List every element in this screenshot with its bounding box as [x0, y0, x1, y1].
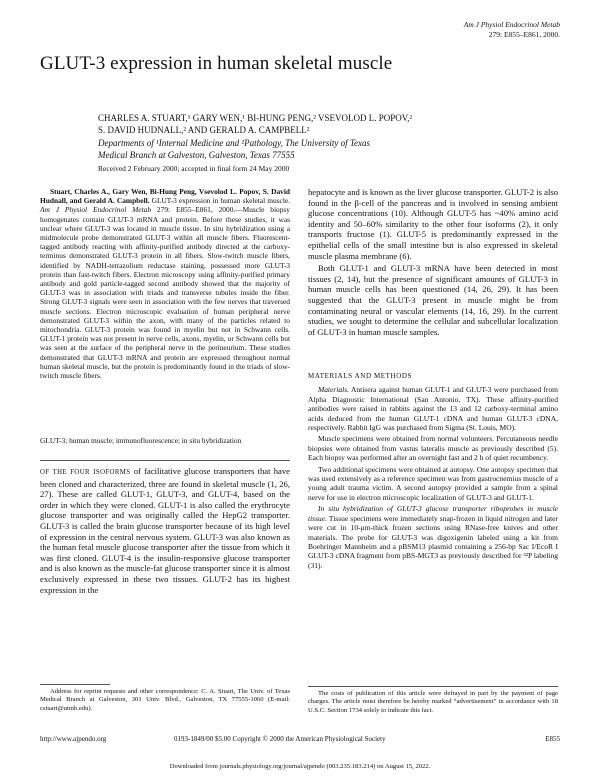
- correspondence-text: Address for reprint requests and other correspondence: C. A. Stuart, The Univ. of Texas Medical Branch at Galveston, 301 Univ. Blvd., Galveston, TX 77555-1060 (E-mail: cstuart@utmb.edu).: [40, 688, 290, 712]
- abstract-divider: [40, 460, 290, 461]
- intro-leadin: OF THE FOUR ISOFORMS: [40, 469, 131, 476]
- journal-citation: 279: E855–E861, 2000.: [488, 30, 560, 39]
- abstract: [40, 187, 290, 382]
- introduction: [40, 466, 290, 597]
- insitu-text: Tissue specimens were immediately snap-frozen in liquid nitrogen and later were cut in 10-μm-thick frozen sections using RNase-free knives and other materials. The probe for GLUT-3 was digoxigenin labeled using a kit from Boehringer Mannheim and a pBSM13 plasmid containing a 256-bp Sac I/EcoR I GLUT-3 cDNA fragment from pBS-MGT3 as previously described for ³²P labeling (31).: [308, 513, 558, 570]
- affiliation-line-2: Medical Branch at Galveston, Galveston, Texas 77555: [98, 150, 295, 160]
- insitu-label: In situ hybridization of GLUT-3 glucose transporter riboprobes in muscle tissue.: [308, 504, 558, 523]
- abstract-journal: Am J Physiol Endocrinol Metab: [40, 205, 152, 215]
- footer-copyright: 0193-1849/00 $5.00 Copyright © 2000 the American Physiological Society: [174, 735, 386, 743]
- journal-header: [464, 20, 560, 40]
- footnote-correspondence: [40, 688, 290, 715]
- author-line-2: S. DAVID HUDNALL,² AND GERALD A. CAMPBELL²: [98, 125, 310, 135]
- insitu-paragraph: [308, 504, 558, 570]
- keywords: GLUT-3; human muscle; immunofluorescence; in situ hybridization: [40, 436, 242, 445]
- materials-label: Materials.: [318, 385, 350, 395]
- abstract-body: Muscle biopsy homogenates contain GLUT-3 mRNA and protein. Before these studies, it was unclear where GLUT-3 was located in muscle tissue. In situ hybridization using a midmolecule probe demonstrated GLUT-3 within all muscle fibers. Fluorescent-tagged antibody reacting with affinity-purified antibody directed at the carboxy-terminus demonstrated GLUT-3 protein in all fibers. Slow-twitch muscle fibers, identified by NADH-tetrazolium reductase staining, possessed more GLUT-3 protein than fast-twitch fibers. Electron microscopy using affinity-purified primary antibody and gold particle-tagged second antibody showed that the majority of GLUT-3 was in association with triads and transverse tubules inside the fiber. Strong GLUT-3 signals were seen in association with the few nerves that traversed muscle sections. Electron microscopic evaluation of human peripheral nerve demonstrated GLUT-3 within the axon, with many of the particles related to mitochondria. GLUT-3 protein was found in myelin but not in Schwann cells. GLUT-1 protein was not present in nerve cells, axons, myelin, or Schwann cells but was seen at the surface of the peripheral nerve in the perineurium. These studies demonstrated that GLUT-3 mRNA and protein are expressed throughout normal human skeletal muscle, but the protein is predominantly found in the triads of slow-twitch muscle fibers.: [40, 205, 290, 381]
- right-paragraph-1: hepatocyte and is known as the liver glucose transporter. GLUT-2 is also found in the β-cell of the pancreas and is involved in sensing ambient glucose concentrations (10). Although GLUT-5 has ~40% amino acid identity and 50–60% similarity to the other four isoforms (2), it only transports fructose (1). GLUT-5 is predominantly expressed in the epithelial cells of the small intestine but is also expressed in skeletal muscle plasma membrane (6).: [308, 187, 558, 261]
- abstract-title: GLUT-3 expression in human skeletal muscle.: [149, 196, 290, 206]
- affiliation: [98, 137, 538, 161]
- section-heading: MATERIALS AND METHODS: [308, 372, 412, 380]
- page-title: GLUT-3 expression in human skeletal muscle: [40, 53, 393, 74]
- methods-paragraph-5: Two additional specimens were obtained at autopsy. One autopsy specimen that was used extensively as a reference specimen was from gastrocnemius muscle of a young adult trauma victim. A second autopsy provided a sample from a spinal nerve for use in electron microscopic localization of GLUT-3 and GLUT-1.: [308, 464, 558, 502]
- affiliation-line-1: Departments of ¹Internal Medicine and ²Pathology, The University of Texas: [98, 138, 371, 148]
- methods-section: [308, 372, 558, 572]
- received-date: Received 2 February 2000; accepted in final form 24 May 2000: [98, 164, 290, 173]
- footnote-page-charges: [308, 690, 558, 717]
- author-list: [98, 112, 558, 136]
- right-paragraph-2: Both GLUT-1 and GLUT-3 mRNA have been detected in most tissues (2, 14), but the presence of significant amounts of GLUT-3 in human muscle cells has been questioned (14, 26, 29). It has been suggested that the GLUT-3 present in muscle might be from contaminating neural or vascular elements (14, 16, 29). In the current studies, we sought to determine the cellular and subcellular localization of GLUT-3 in human muscle samples.: [308, 263, 558, 337]
- footnote-divider-right: [308, 686, 558, 687]
- page-charges-text: The costs of publication of this article were defrayed in part by the payment of page charges. The article must therefore be hereby marked “advertisement” in accordance with 18 U.S.C. Section 1734 solely to indicate this fact.: [308, 690, 558, 714]
- page-number: E855: [545, 735, 560, 743]
- right-column: [308, 187, 558, 339]
- abstract-paragraph: [40, 187, 290, 380]
- download-note: Downloaded from journals.physiology.org/journal/ajpendo (003.235.183.214) on August 15, 2022.: [169, 763, 431, 770]
- abstract-authors: Stuart, Charles A., Gary Wen, Bi-Hung Peng, Vsevolod L. Popov, S. David Hudnall, and Gerald A. Campbell.: [40, 187, 290, 206]
- journal-name: Am J Physiol Endocrinol Metab: [463, 20, 560, 29]
- abstract-citation: 279: E855–E861, 2000.—: [151, 205, 243, 215]
- author-line-1: CHARLES A. STUART,¹ GARY WEN,¹ BI-HUNG PENG,² VSEVOLOD L. POPOV,²: [98, 113, 413, 123]
- materials-paragraph: [308, 385, 558, 432]
- footnote-divider-left: [40, 684, 110, 685]
- methods-paragraph-4: Muscle specimens were obtained from normal volunteers. Percutaneous needle biopsies were obtained from vastus lateralis muscle as previously described (5). Each biopsy was performed after an overnight fast and 2 h of quiet recumbency.: [308, 434, 558, 463]
- materials-text: Antisera against human GLUT-1 and GLUT-3 were purchased from Alpha Diagnostic International (San Antonio, TX). These affinity-purified antibodies were raised in rabbits against the 13 and 12 carboxy-terminal amino acids deduced from the human GLUT-1 cDNA and human GLUT-3 cDNA, respectively. Rabbit IgG was purchased from Sigma (St. Louis, MO).: [308, 385, 558, 433]
- footer-url[interactable]: http://www.ajpendo.org: [40, 735, 107, 743]
- intro-text: of facilitative glucose transporters that have been cloned and characterized, three are found in skeletal muscle (1, 26, 27). These are called GLUT-1, GLUT-3, and GLUT-4, based on the order in which they were cloned. GLUT-1 is also called the erythrocyte glucose transporter and was originally called the HepG2 transporter. GLUT-3 is called the brain glucose transporter because of its high level of expression in the central nervous system. GLUT-3 was also known as the human fetal muscle glucose transporter after the tissue from which it was first cloned. GLUT-4 is the insulin-responsive glucose transporter and is also known as the muscle-fat glucose transporter since it is almost exclusively expressed in these two tissues. GLUT-2 has its highest expression in the: [40, 466, 290, 595]
- intro-paragraph: [40, 466, 290, 595]
